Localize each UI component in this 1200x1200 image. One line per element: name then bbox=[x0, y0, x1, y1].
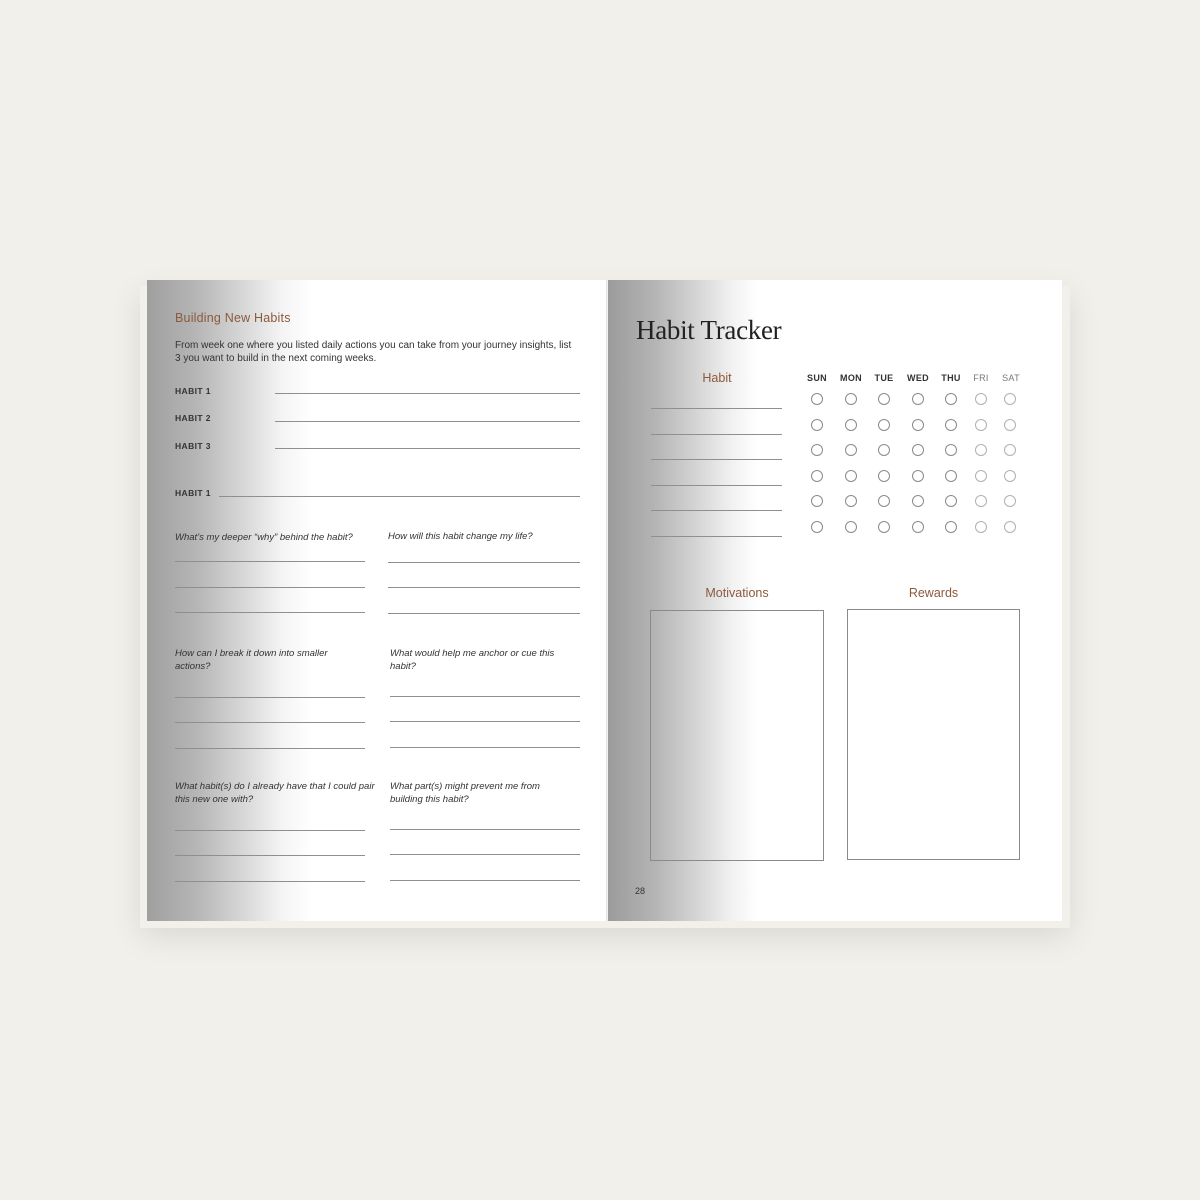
motivations-box[interactable] bbox=[650, 610, 824, 861]
answer-line[interactable] bbox=[388, 562, 580, 563]
day-sat: SAT bbox=[1002, 373, 1020, 383]
page-number: 28 bbox=[635, 886, 646, 896]
habit-2-line[interactable] bbox=[275, 421, 580, 422]
day-checkbox-wed[interactable] bbox=[912, 521, 924, 533]
answer-line[interactable] bbox=[175, 881, 365, 882]
day-checkbox-tue[interactable] bbox=[878, 444, 890, 456]
question-anchor: What would help me anchor or cue this habit? bbox=[390, 648, 555, 672]
day-checkbox-thu[interactable] bbox=[945, 470, 957, 482]
habit-1-line[interactable] bbox=[275, 393, 580, 394]
left-page bbox=[147, 280, 607, 921]
day-checkbox-mon[interactable] bbox=[845, 419, 857, 431]
day-checkbox-sun[interactable] bbox=[811, 419, 823, 431]
habit-label-2: HABIT 2 bbox=[175, 413, 211, 423]
day-checkbox-tue[interactable] bbox=[878, 419, 890, 431]
answer-line[interactable] bbox=[175, 587, 365, 588]
day-checkbox-fri[interactable] bbox=[975, 419, 987, 431]
answer-line[interactable] bbox=[175, 748, 365, 749]
day-checkbox-wed[interactable] bbox=[912, 495, 924, 507]
day-checkbox-thu[interactable] bbox=[945, 521, 957, 533]
day-checkbox-sat[interactable] bbox=[1004, 444, 1016, 456]
day-checkbox-mon[interactable] bbox=[845, 393, 857, 405]
answer-line[interactable] bbox=[388, 587, 580, 588]
habit-3-line[interactable] bbox=[275, 448, 580, 449]
right-page bbox=[608, 280, 1062, 921]
day-checkbox-fri[interactable] bbox=[975, 521, 987, 533]
day-checkbox-sun[interactable] bbox=[811, 495, 823, 507]
question-why: What’s my deeper “why” behind the habit? bbox=[175, 532, 353, 543]
day-checkbox-sat[interactable] bbox=[1004, 521, 1016, 533]
question-prevent: What part(s) might prevent me from building this habit? bbox=[390, 781, 540, 805]
day-sun: SUN bbox=[807, 373, 827, 383]
day-checkbox-sun[interactable] bbox=[811, 444, 823, 456]
answer-line[interactable] bbox=[175, 722, 365, 723]
day-checkbox-fri[interactable] bbox=[975, 495, 987, 507]
motivations-label: Motivations bbox=[705, 586, 769, 600]
day-checkbox-tue[interactable] bbox=[878, 393, 890, 405]
answer-line[interactable] bbox=[388, 613, 580, 614]
habit-column-header: Habit bbox=[702, 371, 732, 385]
question-change: How will this habit change my life? bbox=[388, 531, 533, 542]
day-checkbox-thu[interactable] bbox=[945, 419, 957, 431]
focus-habit-line[interactable] bbox=[219, 496, 580, 497]
answer-line[interactable] bbox=[175, 830, 365, 831]
day-checkbox-sun[interactable] bbox=[811, 470, 823, 482]
day-checkbox-sat[interactable] bbox=[1004, 393, 1016, 405]
answer-line[interactable] bbox=[175, 561, 365, 562]
day-checkbox-tue[interactable] bbox=[878, 495, 890, 507]
habit-label-3: HABIT 3 bbox=[175, 441, 211, 451]
answer-line[interactable] bbox=[390, 696, 580, 697]
answer-line[interactable] bbox=[175, 697, 365, 698]
day-checkbox-wed[interactable] bbox=[912, 444, 924, 456]
day-checkbox-fri[interactable] bbox=[975, 444, 987, 456]
day-checkbox-thu[interactable] bbox=[945, 444, 957, 456]
question-pair: What habit(s) do I already have that I could pair this new one with? bbox=[175, 781, 375, 805]
answer-line[interactable] bbox=[390, 829, 580, 830]
section-title: Building New Habits bbox=[175, 311, 291, 325]
day-checkbox-sun[interactable] bbox=[811, 521, 823, 533]
habit-row-line[interactable] bbox=[651, 485, 782, 486]
habit-row-line[interactable] bbox=[651, 434, 782, 435]
tracker-title: Habit Tracker bbox=[636, 315, 782, 345]
intro-text: From week one where you listed daily actions you can take from your journey insights, list 3 you want to build in the next coming weeks. bbox=[175, 340, 572, 364]
answer-line[interactable] bbox=[390, 880, 580, 881]
day-mon: MON bbox=[840, 373, 862, 383]
day-fri: FRI bbox=[973, 373, 989, 383]
habit-row-line[interactable] bbox=[651, 408, 782, 409]
rewards-box[interactable] bbox=[847, 609, 1020, 860]
day-checkbox-fri[interactable] bbox=[975, 470, 987, 482]
answer-line[interactable] bbox=[390, 747, 580, 748]
habit-row-line[interactable] bbox=[651, 510, 782, 511]
day-checkbox-sat[interactable] bbox=[1004, 495, 1016, 507]
day-checkbox-sun[interactable] bbox=[811, 393, 823, 405]
day-checkbox-mon[interactable] bbox=[845, 444, 857, 456]
answer-line[interactable] bbox=[175, 612, 365, 613]
rewards-label: Rewards bbox=[908, 586, 959, 600]
habit-row-line[interactable] bbox=[651, 459, 782, 460]
question-break-down: How can I break it down into smaller actions? bbox=[175, 648, 328, 672]
day-tue: TUE bbox=[874, 373, 894, 383]
day-checkbox-tue[interactable] bbox=[878, 470, 890, 482]
day-checkbox-tue[interactable] bbox=[878, 521, 890, 533]
day-checkbox-wed[interactable] bbox=[912, 393, 924, 405]
day-checkbox-fri[interactable] bbox=[975, 393, 987, 405]
focus-habit-label: HABIT 1 bbox=[175, 488, 211, 498]
habit-row-line[interactable] bbox=[651, 536, 782, 537]
day-checkbox-mon[interactable] bbox=[845, 521, 857, 533]
day-checkbox-thu[interactable] bbox=[945, 495, 957, 507]
answer-line[interactable] bbox=[390, 721, 580, 722]
day-wed: WED bbox=[907, 373, 929, 383]
answer-line[interactable] bbox=[390, 854, 580, 855]
day-checkbox-mon[interactable] bbox=[845, 495, 857, 507]
day-checkbox-sat[interactable] bbox=[1004, 419, 1016, 431]
day-thu: THU bbox=[941, 373, 961, 383]
answer-line[interactable] bbox=[175, 855, 365, 856]
habit-label-1: HABIT 1 bbox=[175, 386, 211, 396]
day-checkbox-wed[interactable] bbox=[912, 419, 924, 431]
day-checkbox-wed[interactable] bbox=[912, 470, 924, 482]
day-checkbox-sat[interactable] bbox=[1004, 470, 1016, 482]
day-checkbox-thu[interactable] bbox=[945, 393, 957, 405]
day-checkbox-mon[interactable] bbox=[845, 470, 857, 482]
